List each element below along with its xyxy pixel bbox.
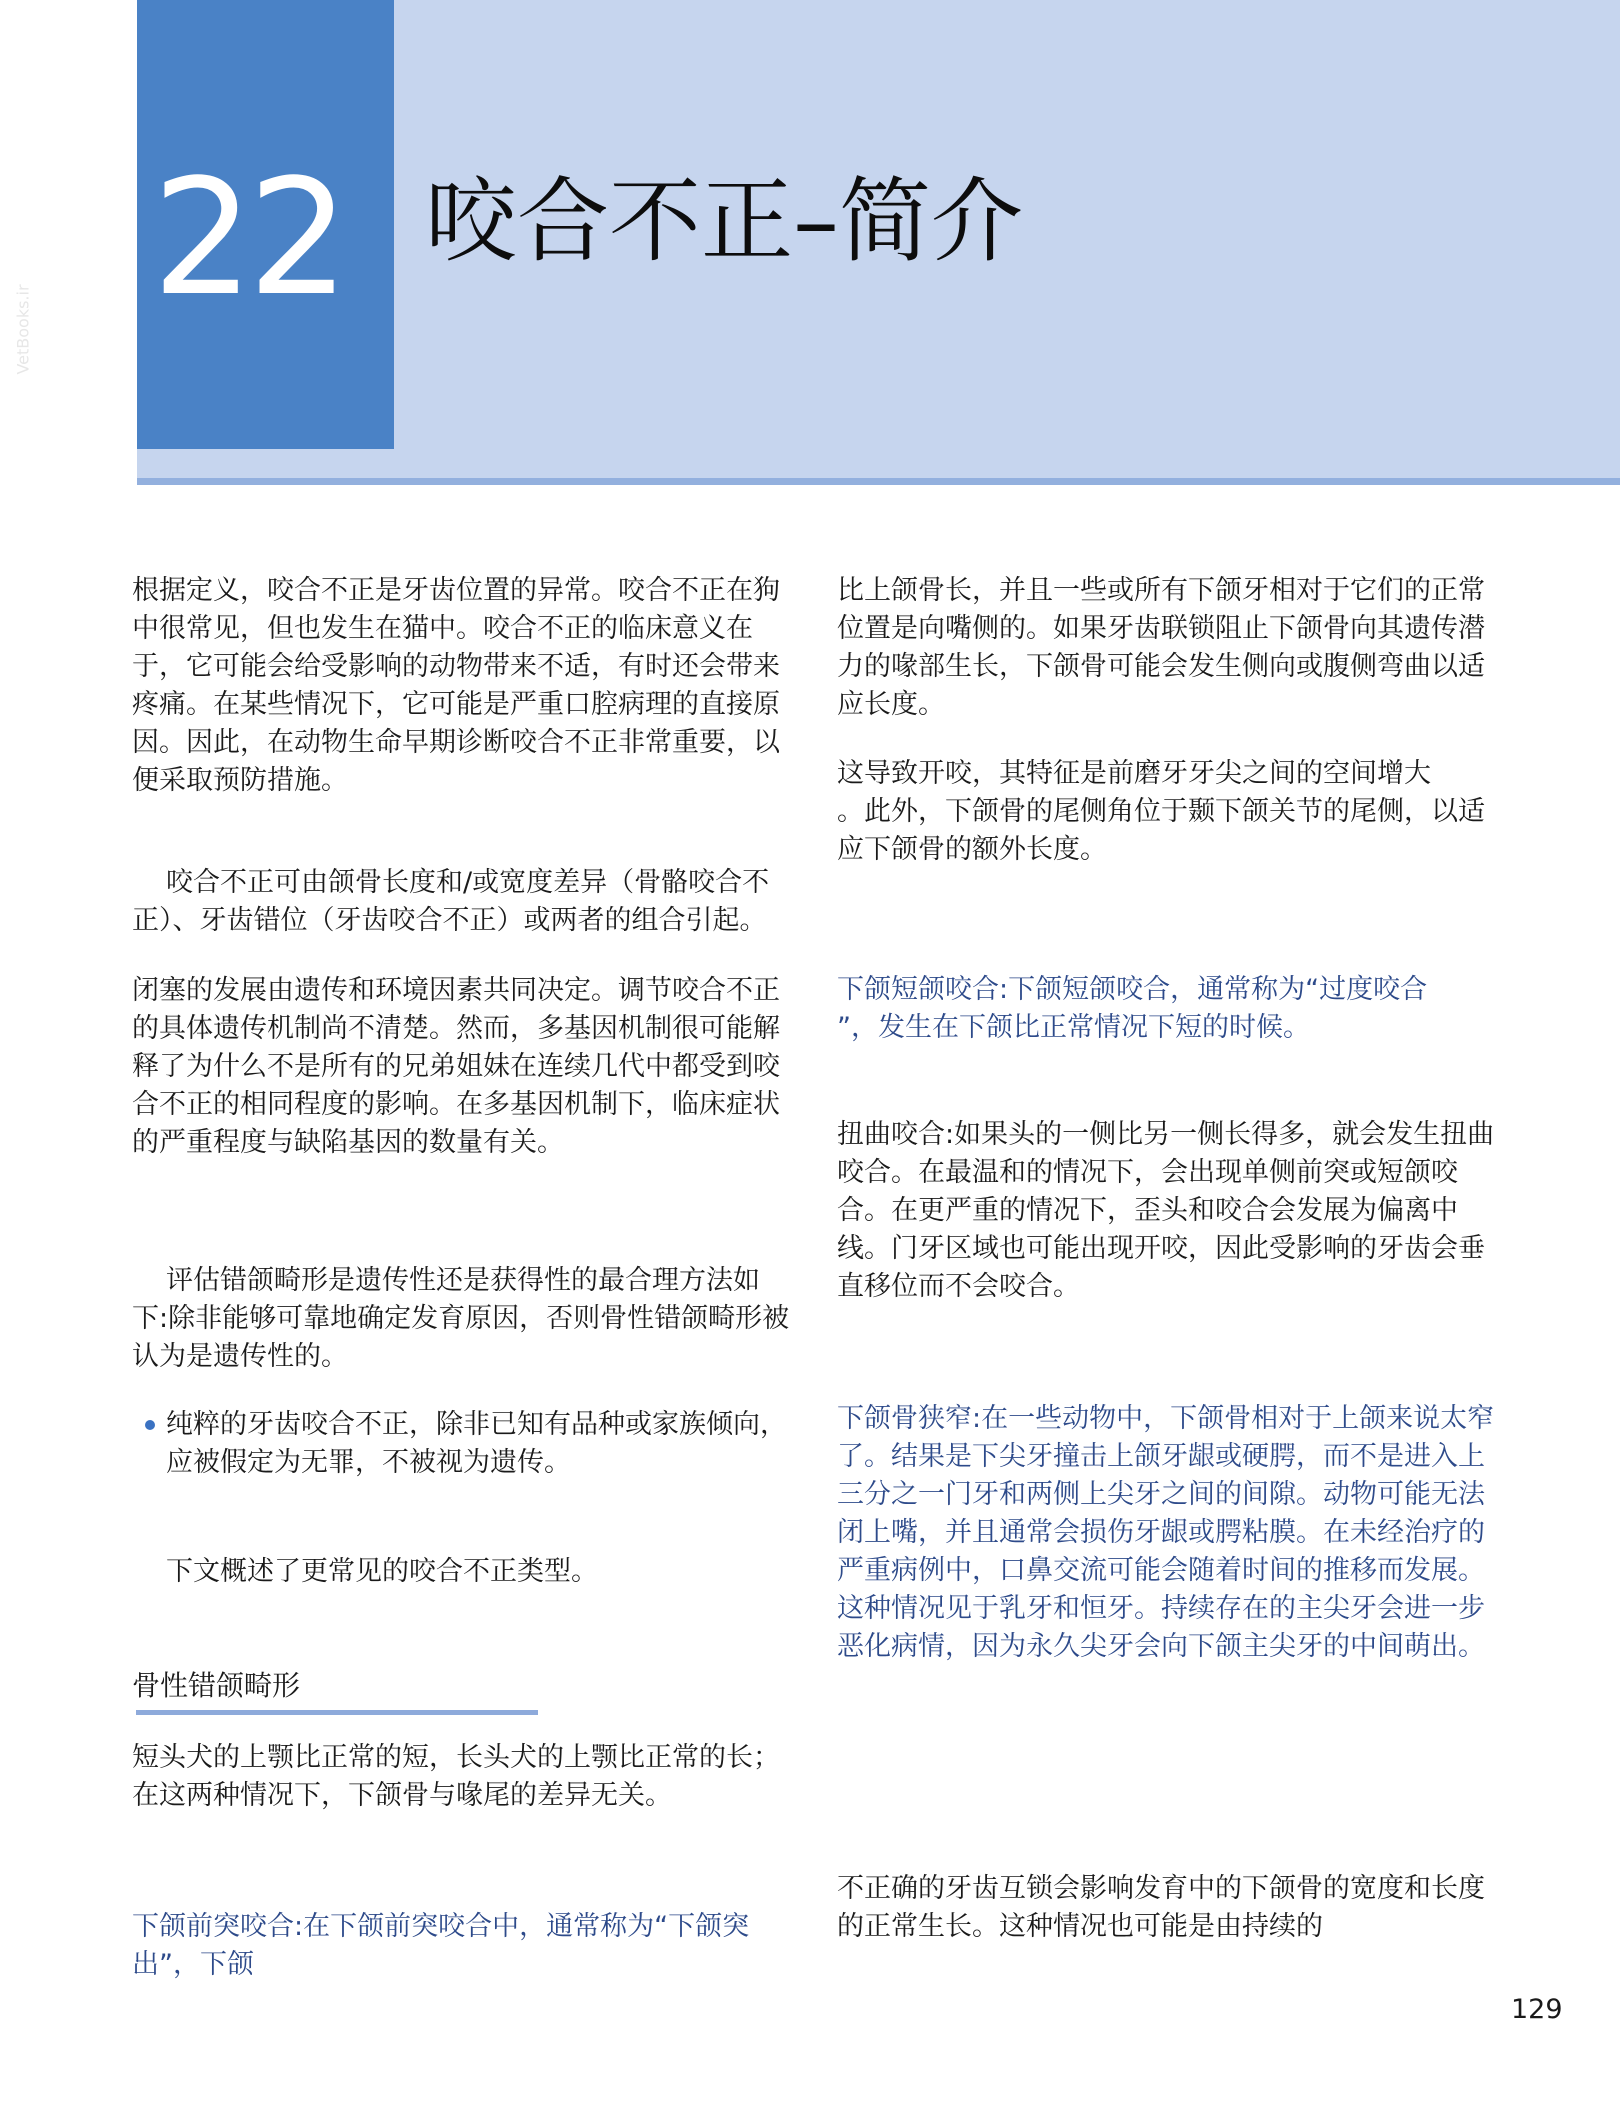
paragraph-definition: 根据定义，咬合不正是牙齿位置的异常。咬合不正在狗中很常见，但也发生在猫中。咬合不正的临床意义在于，它可能会给受影响的动物带来不适，有时还会带来疼痛。在某些情况下，它可能是严重口腔病理的直接原因。因此，在动物生命早期诊断咬合不正非常重要，以便采取预防措施。 bbox=[132, 575, 780, 796]
paragraph-genetics: 闭塞的发展由遗传和环境因素共同决定。调节咬合不正的具体遗传机制尚不清楚。然而，多基因机制很可能解释了为什么不是所有的兄弟姐妹在连续几代中都受到咬合不正的相同程度的影响。在多基因机制下，临床症状的严重程度与缺陷基因的数量有关。 bbox=[132, 975, 780, 1158]
paragraph-wry-bite: 扭曲咬合:如果头的一侧比另一侧长得多，就会发生扭曲咬合。在最温和的情况下，会出现单侧前突或短颌咬合。在更严重的情况下，歪头和咬合会发展为偏离中线。门牙区域也可能出现开咬，因此受影响的牙齿会垂直移位而不会咬合。 bbox=[837, 1119, 1495, 1302]
bullet-dot bbox=[145, 1420, 155, 1430]
paragraph-mandible-length: 比上颌骨长，并且一些或所有下颌牙相对于它们的正常位置是向嘴侧的。如果牙齿联锁阻止下颌骨向其遗传潜力的喙部生长，下颌骨可能会发生侧向或腹侧弯曲以适应长度。 bbox=[837, 575, 1485, 720]
paragraph-open-bite-line2: 。此外，下颌骨的尾侧角位于颞下颌关节的尾侧，以适应下颌骨的额外长度。 bbox=[837, 796, 1485, 865]
paragraph-skull-types: 短头犬的上颚比正常的短，长头犬的上颚比正常的长；在这两种情况下，下颌骨与喙尾的差异无关。 bbox=[132, 1742, 780, 1811]
chapter-title: 咬合不正–简介 bbox=[425, 168, 1024, 275]
section-heading: 骨性错颌畸形 bbox=[132, 1669, 301, 1702]
paragraph-causes: 咬合不正可由颌骨长度和/或宽度差异（骨骼咬合不正）、牙齿错位（牙齿咬合不正）或两者的组合引起。 bbox=[132, 867, 770, 936]
paragraph-narrow-mandible: 下颌骨狭窄:在一些动物中，下颌骨相对于上颌来说太窄了。结果是下尖牙撞击上颌牙龈或硬腭，而不是进入上三分之一门牙和两侧上尖牙之间的间隙。动物可能无法闭上嘴，并且通常会损伤牙龈或腭粘膜。在未经治疗的严重病例中，口鼻交流可能会随着时间的推移而发展。这种情况见于乳牙和恒牙。持续存在的主尖牙会进一步恶化病情，因为永久尖牙会向下颌主尖牙的中间萌出。 bbox=[837, 1403, 1495, 1662]
section-heading-rule bbox=[136, 1710, 538, 1715]
paragraph-brachygnathism-line2: ”，发生在下颌比正常情况下短的时候。 bbox=[837, 1012, 1310, 1043]
bullet-item bbox=[132, 1406, 792, 1482]
paragraph-open-bite-line1: 这导致开咬，其特征是前磨牙牙尖之间的空间增大 bbox=[837, 758, 1431, 789]
paragraph-mandibular-prognathism: 下颌前突咬合:在下颌前突咬合中，通常称为“下颌突出”，下颌 bbox=[132, 1911, 750, 1980]
paragraph-overview: 下文概述了更常见的咬合不正类型。 bbox=[166, 1556, 598, 1587]
paragraph-assessment: 评估错颌畸形是遗传性还是获得性的最合理方法如下:除非能够可靠地确定发育原因，否则骨性错颌畸形被认为是遗传性的。 bbox=[132, 1265, 790, 1372]
watermark: VetBooks.ir bbox=[13, 284, 33, 375]
bullet-text: 纯粹的牙齿咬合不正，除非已知有品种或家族倾向，应被假定为无罪，不被视为遗传。 bbox=[166, 1409, 787, 1478]
paragraph-brachygnathism-line1: 下颌短颌咬合:下颌短颌咬合，通常称为“过度咬合 bbox=[837, 974, 1428, 1005]
chapter-header-rule bbox=[137, 478, 1620, 485]
chapter-number: 22 bbox=[152, 144, 344, 331]
page-number: 129 bbox=[1511, 1994, 1563, 2025]
paragraph-interlock: 不正确的牙齿互锁会影响发育中的下颌骨的宽度和长度的正常生长。这种情况也可能是由持续的 bbox=[837, 1873, 1485, 1942]
